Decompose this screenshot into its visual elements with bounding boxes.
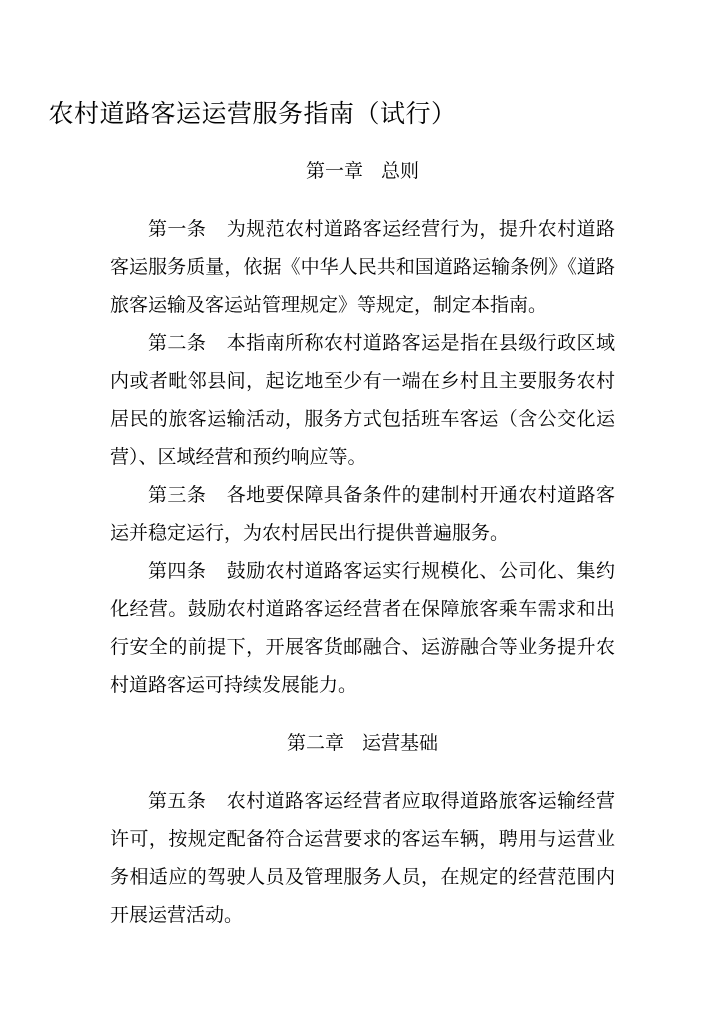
chapter-number: 第一章 xyxy=(305,160,363,182)
article-paragraph xyxy=(110,324,615,476)
article-number: 第五条 xyxy=(148,790,207,812)
document-title: 农村道路客运运营服务指南（试行） xyxy=(48,99,457,128)
article-number: 第一条 xyxy=(148,218,207,240)
article-paragraph xyxy=(110,476,615,552)
article-number: 第三条 xyxy=(148,484,207,506)
article-text: 本指南所称农村道路客运是指在县级行政区域内或者毗邻县间，起讫地至少有一端在乡村且主要服务农村居民的旅客运输活动，服务方式包括班车客运（含公交化运营）、区域经营和预约响应等。 xyxy=(110,332,615,468)
article-paragraph xyxy=(110,552,615,704)
chapter-name: 总则 xyxy=(381,160,420,182)
chapter-heading xyxy=(110,729,615,757)
article-text: 各地要保障具备条件的建制村开通农村道路客运并稳定运行，为农村居民出行提供普遍服务。 xyxy=(110,484,615,544)
chapter-number: 第二章 xyxy=(286,732,344,754)
article-text: 为规范农村道路客运经营行为，提升农村道路客运服务质量，依据《中华人民共和国道路运输条例》《道路旅客运输及客运站管理规定》等规定，制定本指南。 xyxy=(110,218,615,316)
article-paragraph xyxy=(110,782,615,934)
article-number: 第二条 xyxy=(148,332,207,354)
chapter-name: 运营基础 xyxy=(362,732,439,754)
chapter-heading xyxy=(110,157,615,185)
article-paragraph xyxy=(110,210,615,324)
article-number: 第四条 xyxy=(148,560,207,582)
article-text: 农村道路客运经营者应取得道路旅客运输经营许可，按规定配备符合运营要求的客运车辆，聘用与运营业务相适应的驾驶人员及管理服务人员，在规定的经营范围内开展运营活动。 xyxy=(110,790,615,926)
article-text: 鼓励农村道路客运实行规模化、公司化、集约化经营。鼓励农村道路客运经营者在保障旅客乘车需求和出行安全的前提下，开展客货邮融合、运游融合等业务提升农村道路客运可持续发展能力。 xyxy=(110,560,615,696)
